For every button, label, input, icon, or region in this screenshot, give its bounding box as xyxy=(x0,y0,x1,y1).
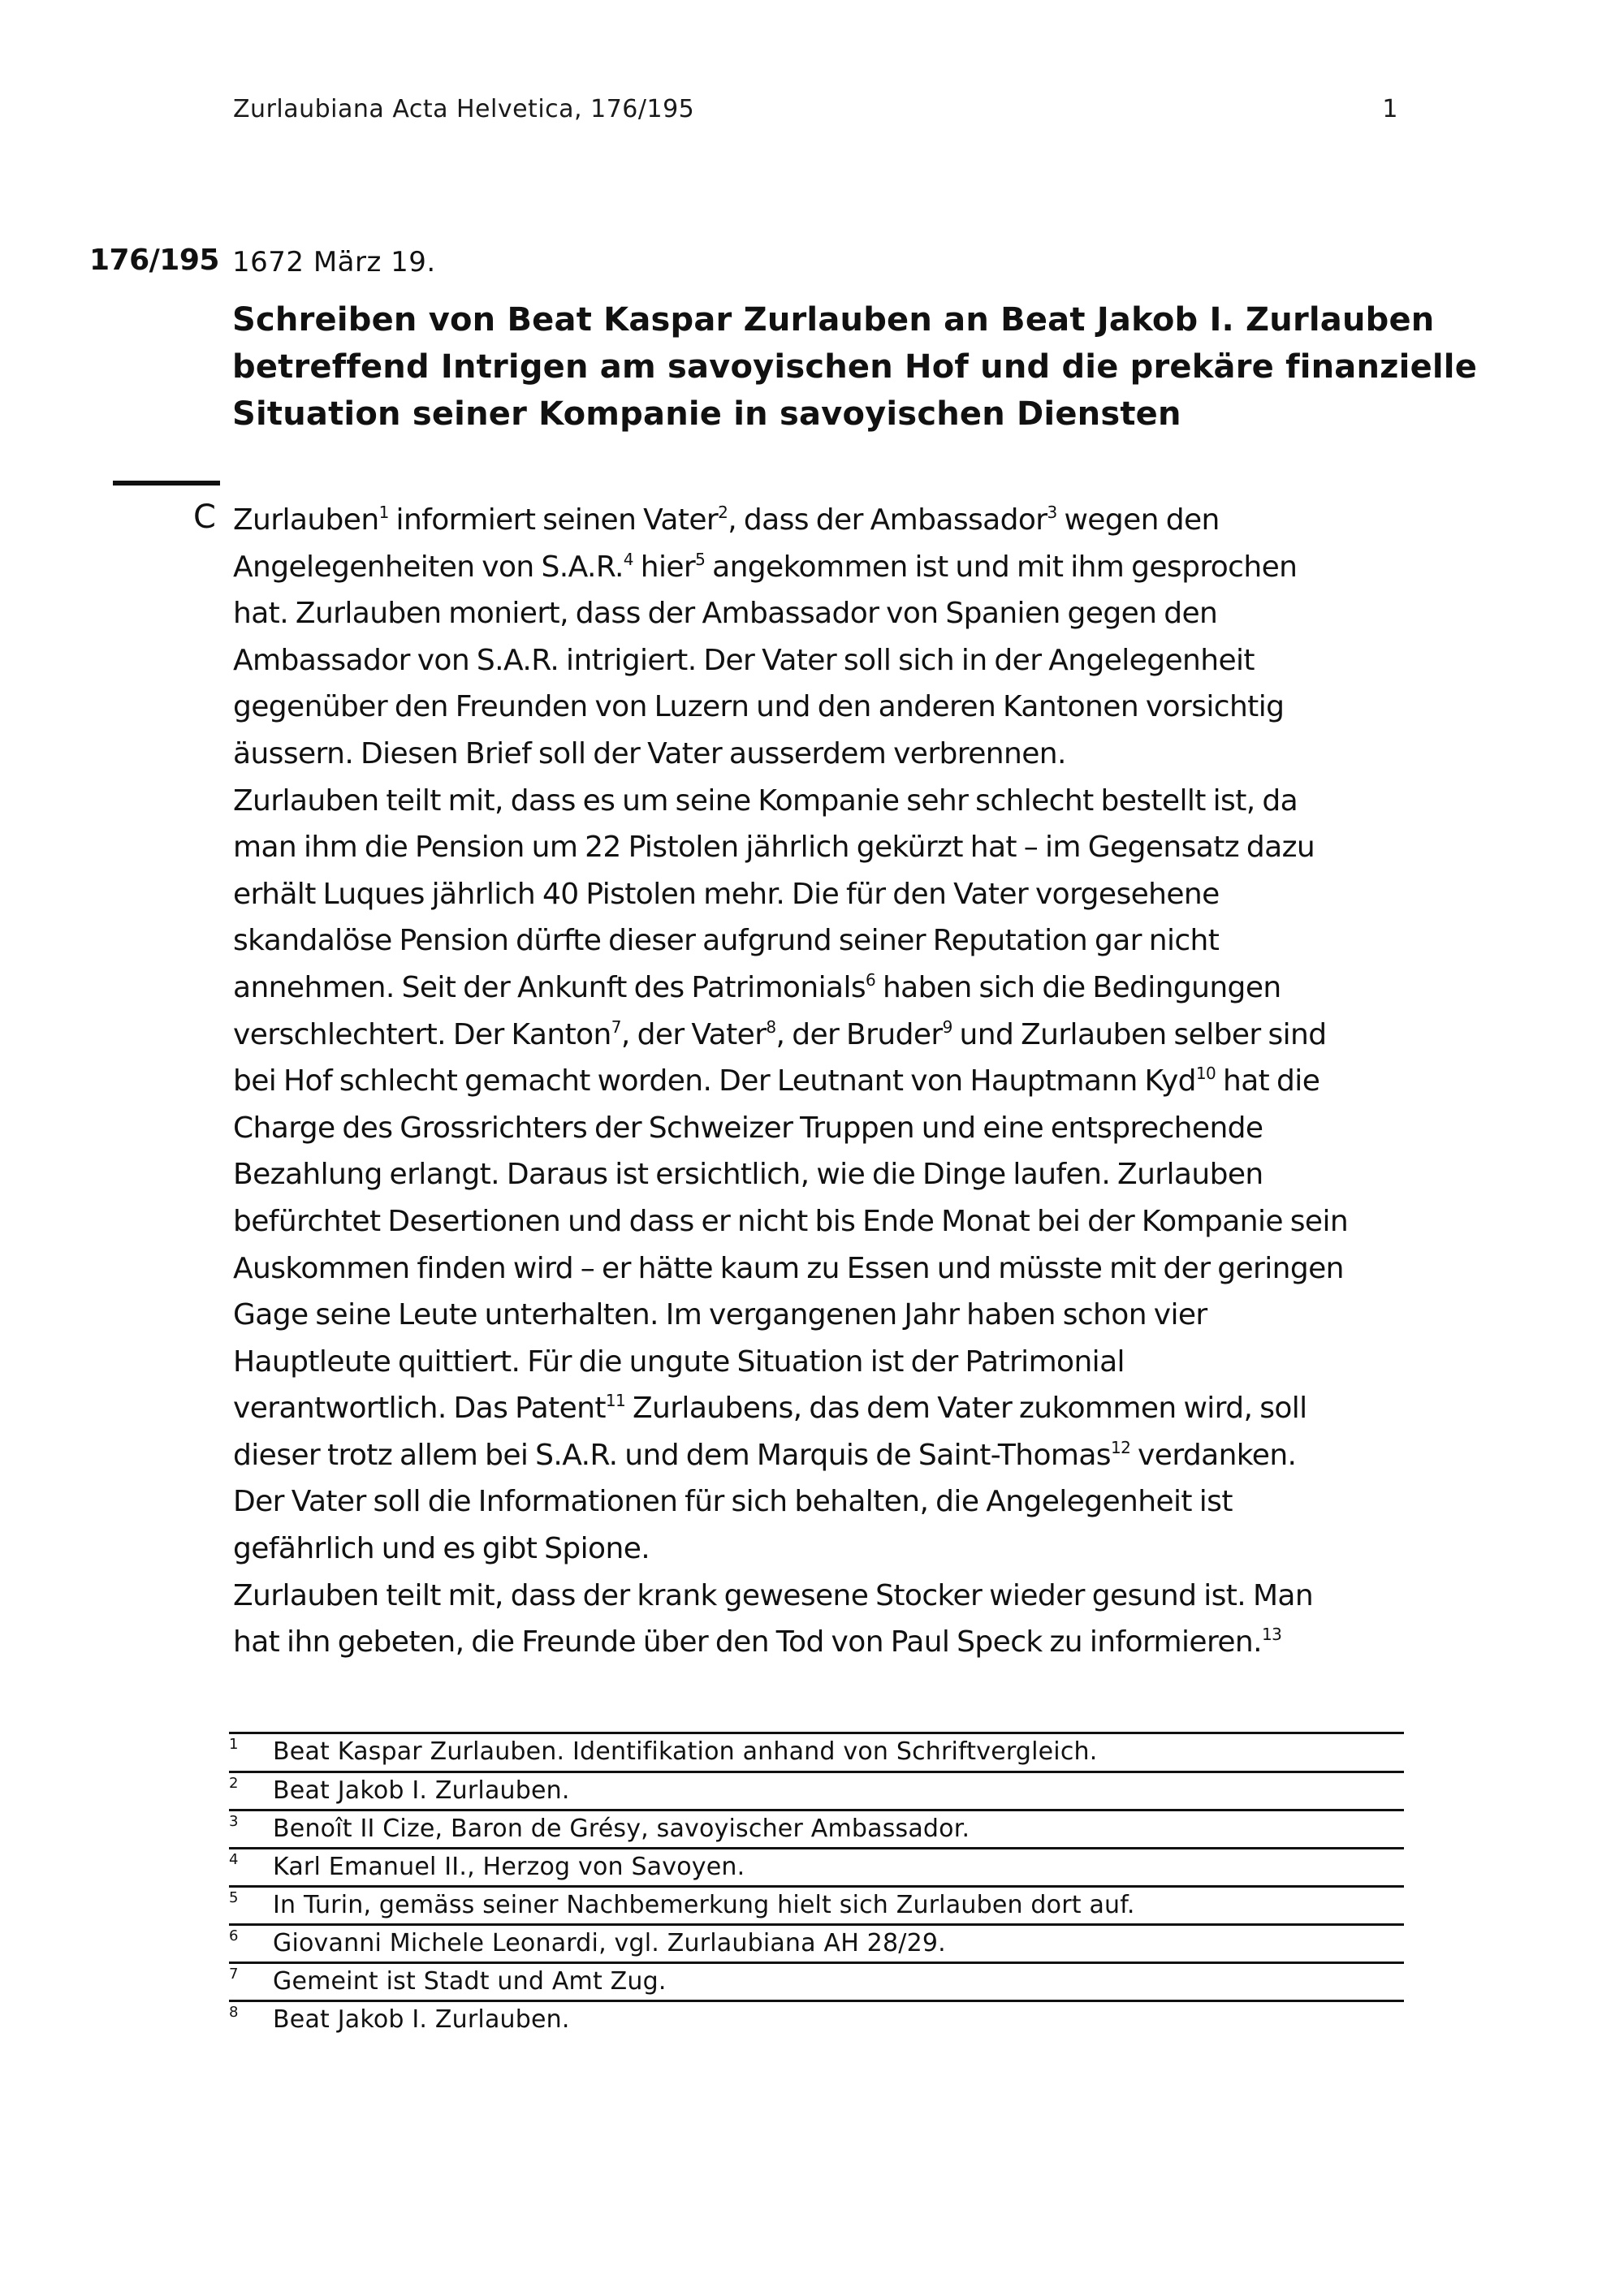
footnote-reference[interactable]: 3 xyxy=(1047,503,1057,522)
body-line xyxy=(233,871,1427,918)
footnote-number: 6 xyxy=(229,1927,239,1944)
body-text-segment: Angelegenheiten von S.A.R. xyxy=(233,550,624,584)
body-text-segment: Charge des Grossrichters der Schweizer Truppen und eine entsprechende xyxy=(233,1111,1263,1145)
body-text-segment: Zurlauben teilt mit, dass der krank gewesene Stocker wieder gesund ist. Man xyxy=(233,1578,1314,1612)
body-text-segment: dieser trotz allem bei S.A.R. und dem Marquis de Saint-Thomas xyxy=(233,1438,1111,1472)
running-head-title: Zurlaubiana Acta Helvetica, 176/195 xyxy=(233,95,695,123)
document-date: 1672 März 19. xyxy=(232,246,436,278)
footnote-item xyxy=(229,1847,1404,1885)
footnote-item xyxy=(229,1962,1404,2000)
body-line xyxy=(233,1339,1427,1386)
body-line xyxy=(233,1573,1427,1620)
body-line xyxy=(233,1245,1427,1293)
document-number: 176/195 xyxy=(89,244,219,277)
body-line xyxy=(233,684,1427,731)
body-text-segment: verantwortlich. Das Patent xyxy=(233,1392,606,1426)
body-text-segment: angekommen ist und mit ihm gesprochen xyxy=(705,550,1298,584)
body-text-segment: Bezahlung erlangt. Daraus ist ersichtlich, wie die Dinge laufen. Zurlauben xyxy=(233,1158,1263,1192)
title-line: Schreiben von Beat Kaspar Zurlauben an Beat Jakob I. Zurlauben xyxy=(232,301,1435,339)
body-line xyxy=(233,1012,1427,1059)
title-line: Situation seiner Kompanie in savoyischen Diensten xyxy=(232,395,1181,433)
body-text-segment: Hauptleute quittiert. Für die ungute Situation ist der Patrimonial xyxy=(233,1344,1125,1379)
footnote-number: 8 xyxy=(229,2004,239,2021)
footnote-text: Giovanni Michele Leonardi, vgl. Zurlaubiana AH 28/29. xyxy=(273,1929,946,1957)
footnote-reference[interactable]: 13 xyxy=(1261,1625,1282,1645)
footnote-number: 2 xyxy=(229,1775,239,1792)
body-line xyxy=(233,590,1427,637)
body-text-segment: skandalöse Pension dürfte dieser aufgrund seiner Reputation gar nicht xyxy=(233,924,1220,958)
body-line xyxy=(233,917,1427,965)
margin-mark: C xyxy=(193,498,216,536)
body-text-segment: hat. Zurlauben moniert, dass der Ambassador von Spanien gegen den xyxy=(233,597,1218,631)
body-text-segment: verschlechtert. Der Kanton xyxy=(233,1017,611,1051)
footnote-reference[interactable]: 7 xyxy=(611,1016,621,1037)
footnote-item xyxy=(229,1809,1404,1847)
footnote-reference[interactable]: 4 xyxy=(623,549,633,569)
body-text-segment: , dass der Ambassador xyxy=(728,503,1047,537)
body-line xyxy=(233,1292,1427,1339)
footnote-item xyxy=(229,1732,1404,1771)
footnote-item xyxy=(229,1923,1404,1962)
body-text-segment: äussern. Diesen Brief soll der Vater ausserdem verbrennen. xyxy=(233,736,1066,770)
footnote-number: 3 xyxy=(229,1813,239,1830)
footnote-reference[interactable]: 6 xyxy=(866,969,876,990)
body-text-segment: wegen den xyxy=(1056,503,1220,537)
body-text-segment: informiert seinen Vater xyxy=(388,503,719,537)
body-line xyxy=(233,778,1427,825)
body-text-segment: verdanken. xyxy=(1130,1438,1297,1472)
body-line xyxy=(233,1198,1427,1245)
body-line xyxy=(233,637,1427,684)
footnote-item xyxy=(229,1885,1404,1923)
body-line xyxy=(233,1432,1427,1479)
footnote-text: Benoît II Cize, Baron de Grésy, savoyischer Ambassador. xyxy=(273,1815,970,1843)
page-number: 1 xyxy=(1382,95,1398,123)
footnote-number: 4 xyxy=(229,1851,239,1868)
footnotes-list xyxy=(229,1732,1404,2038)
body-line xyxy=(233,1526,1427,1573)
body-line xyxy=(233,824,1427,871)
footnote-text: Gemeint ist Stadt und Amt Zug. xyxy=(273,1967,667,1996)
body-text-segment: , der Bruder xyxy=(775,1017,943,1051)
footnote-text: Beat Jakob I. Zurlauben. xyxy=(273,1776,570,1805)
footnote-reference[interactable]: 10 xyxy=(1195,1064,1216,1084)
body-text-segment: bei Hof schlecht gemacht worden. Der Leutnant von Hauptmann Kyd xyxy=(233,1064,1196,1098)
body-text-segment: Zurlaubens, das dem Vater zukommen wird, soll xyxy=(625,1392,1307,1426)
footnote-text: Karl Emanuel II., Herzog von Savoyen. xyxy=(273,1853,745,1881)
footnote-number: 5 xyxy=(229,1889,239,1906)
body-text-segment: hat die xyxy=(1216,1064,1320,1098)
footnote-item xyxy=(229,2000,1404,2038)
footnote-number: 7 xyxy=(229,1966,239,1983)
footnote-text: Beat Kaspar Zurlauben. Identifikation anhand von Schriftvergleich. xyxy=(273,1737,1098,1766)
title-line: betreffend Intrigen am savoyischen Hof und die prekäre finanzielle xyxy=(232,348,1478,386)
body-line xyxy=(233,1619,1427,1666)
footnote-reference[interactable]: 9 xyxy=(942,1016,952,1037)
body-line xyxy=(233,1478,1427,1526)
footnote-reference[interactable]: 1 xyxy=(378,503,389,522)
footnote-reference[interactable]: 8 xyxy=(766,1016,776,1037)
body-line xyxy=(233,1058,1427,1105)
body-line xyxy=(233,965,1427,1012)
footnote-number: 1 xyxy=(229,1736,239,1753)
body-text-segment: befürchtet Desertionen und dass er nicht bis Ende Monat bei der Kompanie sein xyxy=(233,1204,1349,1238)
margin-rule-divider xyxy=(113,481,220,486)
document-title xyxy=(232,296,1478,438)
footnote-reference[interactable]: 12 xyxy=(1110,1437,1131,1457)
body-text-segment: haben sich die Bedingungen xyxy=(875,970,1281,1004)
body-text-segment: hier xyxy=(633,550,696,584)
body-line xyxy=(233,1385,1427,1432)
body-line xyxy=(233,1105,1427,1152)
body-line xyxy=(233,544,1427,591)
body-text-segment: annehmen. Seit der Ankunft des Patrimonials xyxy=(233,970,866,1004)
running-head xyxy=(233,95,1398,123)
footnote-text: Beat Jakob I. Zurlauben. xyxy=(273,2005,570,2034)
body-text-segment: Zurlauben xyxy=(233,503,379,537)
body-text-segment: erhält Luques jährlich 40 Pistolen mehr. Die für den Vater vorgesehene xyxy=(233,877,1220,911)
footnote-reference[interactable]: 2 xyxy=(718,503,728,522)
footnote-text: In Turin, gemäss seiner Nachbemerkung hielt sich Zurlauben dort auf. xyxy=(273,1891,1135,1919)
body-text-segment: gefährlich und es gibt Spione. xyxy=(233,1532,650,1566)
body-line xyxy=(233,497,1427,544)
body-text-segment: , der Vater xyxy=(620,1017,767,1051)
body-text-segment: Ambassador von S.A.R. intrigiert. Der Vater soll sich in der Angelegenheit xyxy=(233,643,1255,677)
body-text-segment: Zurlauben teilt mit, dass es um seine Kompanie sehr schlecht bestellt ist, da xyxy=(233,783,1298,818)
body-text-segment: gegenüber den Freunden von Luzern und den anderen Kantonen vorsichtig xyxy=(233,690,1285,724)
body-line xyxy=(233,731,1427,778)
summary-body xyxy=(233,497,1427,1666)
body-text-segment: und Zurlauben selber sind xyxy=(952,1017,1327,1051)
body-line xyxy=(233,1151,1427,1198)
body-text-segment: man ihm die Pension um 22 Pistolen jährlich gekürzt hat – im Gegensatz dazu xyxy=(233,831,1315,865)
footnote-reference[interactable]: 11 xyxy=(605,1391,626,1411)
footnote-item xyxy=(229,1771,1404,1809)
body-text-segment: Auskommen finden wird – er hätte kaum zu Essen und müsste mit der geringen xyxy=(233,1251,1344,1285)
footnote-reference[interactable]: 5 xyxy=(695,549,706,569)
body-text-segment: hat ihn gebeten, die Freunde über den Tod von Paul Speck zu informieren. xyxy=(233,1625,1262,1659)
body-text-segment: Gage seine Leute unterhalten. Im vergangenen Jahr haben schon vier xyxy=(233,1298,1207,1332)
body-text-segment: Der Vater soll die Informationen für sich behalten, die Angelegenheit ist xyxy=(233,1485,1233,1519)
